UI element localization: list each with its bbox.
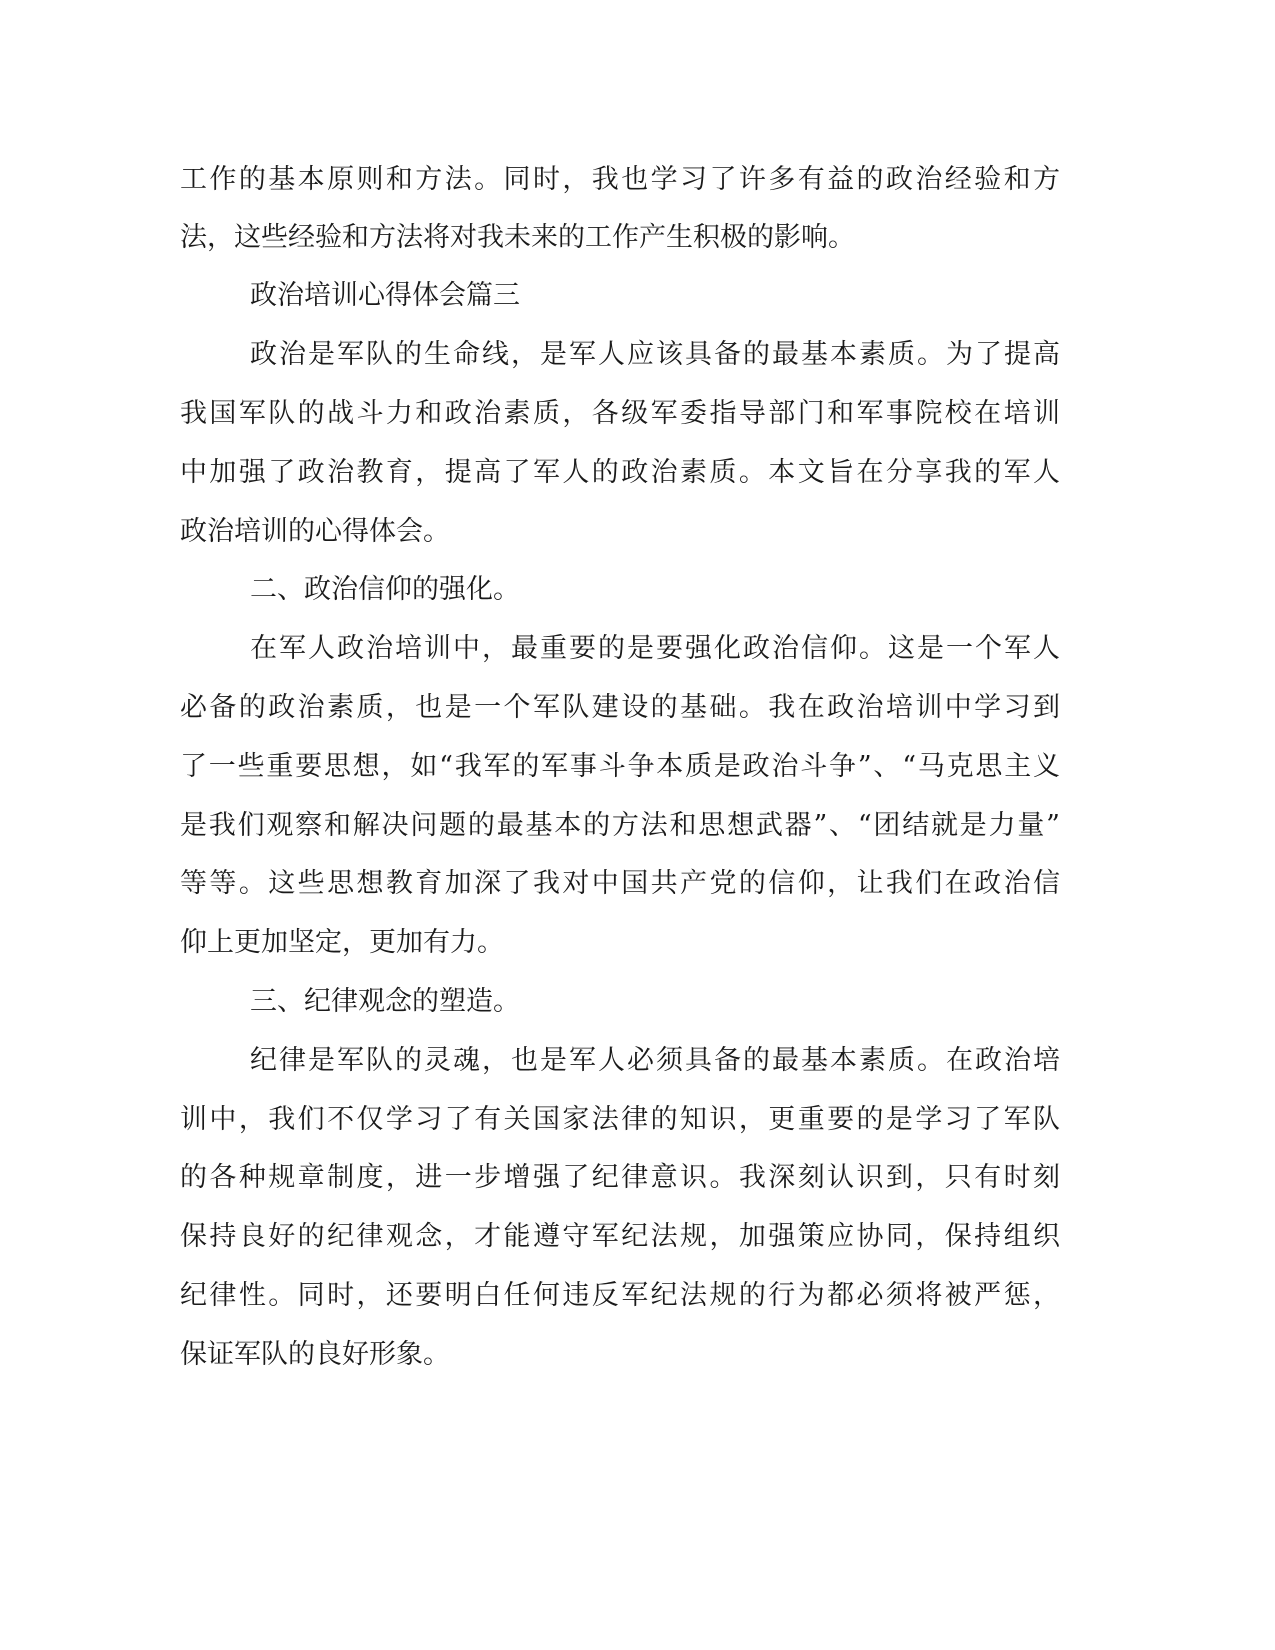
text-line: 中加强了政治教育，提高了军人的政治素质。本文旨在分享我的军人 [180, 457, 1060, 488]
text-line: 纪律性。同时，还要明白任何违反军纪法规的行为都必须将被严惩， [180, 1280, 1060, 1311]
text-line: 工作的基本原则和方法。同时，我也学习了许多有益的政治经验和方 [180, 164, 1060, 195]
text-line: 训中，我们不仅学习了有关国家法律的知识，更重要的是学习了军队 [180, 1104, 1060, 1135]
text-line: 的各种规章制度，进一步增强了纪律意识。我深刻认识到，只有时刻 [180, 1162, 1060, 1193]
text-line: 我国军队的战斗力和政治素质，各级军委指导部门和军事院校在培训 [180, 398, 1060, 429]
text-line: 法，这些经验和方法将对我未来的工作产生积极的影响。 [180, 222, 855, 253]
subheading: 二、政治信仰的强化。 [250, 574, 520, 605]
text-line: 政治是军队的生命线，是军人应该具备的最基本素质。为了提高 [250, 339, 1060, 370]
text-line: 等等。这些思想教育加深了我对中国共产党的信仰，让我们在政治信 [180, 868, 1060, 899]
text-line: 必备的政治素质，也是一个军队建设的基础。我在政治培训中学习到 [180, 692, 1060, 723]
text-line: 在军人政治培训中，最重要的是要强化政治信仰。这是一个军人 [250, 633, 1060, 664]
text-line: 是我们观察和解决问题的最基本的方法和思想武器”、“团结就是力量” [180, 810, 1060, 841]
text-line: 保持良好的纪律观念，才能遵守军纪法规，加强策应协同，保持组织 [180, 1221, 1060, 1252]
section-heading: 政治培训心得体会篇三 [250, 280, 520, 311]
text-line: 保证军队的良好形象。 [180, 1339, 450, 1370]
text-line: 仰上更加坚定，更加有力。 [180, 927, 504, 958]
text-line: 了一些重要思想，如“我军的军事斗争本质是政治斗争”、“马克思主义 [180, 751, 1060, 782]
text-line: 政治培训的心得体会。 [180, 516, 450, 547]
text-line: 纪律是军队的灵魂，也是军人必须具备的最基本素质。在政治培 [250, 1045, 1060, 1076]
subheading: 三、纪律观念的塑造。 [250, 986, 520, 1017]
